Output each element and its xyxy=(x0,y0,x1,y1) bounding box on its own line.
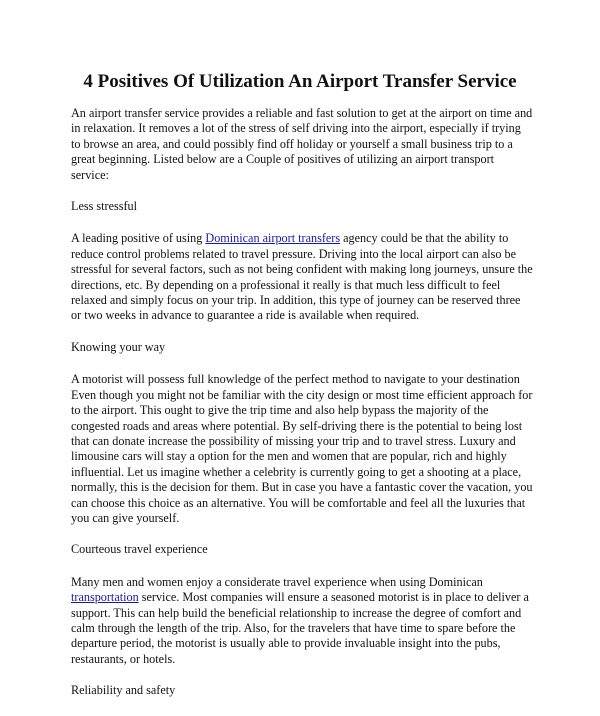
page-title: 4 Positives Of Utilization An Airport Transfer Service xyxy=(83,71,517,92)
section-heading-knowing-your-way: Knowing your way xyxy=(71,339,166,354)
section-paragraph-knowing-your-way: A motorist will possess full knowledge of the perfect method to navigate to your destination Even though you might not be familiar with the city design or most time efficient approach for to the airport. This ought to give the trip time and also help bypass the majority of the congested roads and areas where potential. By self-driving there is the potential to being lost that can donate increase the possibility of missing your trip and to travel stress. Luxury and limousine cars will stay a option for the men and women that are popular, rich and highly influential. Let us imagine whether a celebrity is currently going to get a shooting at a place, normally, this is the decision for them. But in case you have a fantastic cover the vacation, you can choose this choice as an alternative. You will be comfortable and feel all the luxuries that you can give yourself. xyxy=(71,372,533,525)
section-paragraph-courteous-travel xyxy=(71,575,533,667)
paragraph-text: agency could be that the ability to reduce control problems related to travel pressure. Driving into the local airport can also be stressful for several factors, such as not being confident with making long journeys, unsure the directions, etc. By depending on a professional it really is that much less difficult to feel relaxed and simply focus on your trip. In addition, this type of journey can be reserved three or two weeks in advance to guarantee a ride is available when required. xyxy=(71,231,533,323)
section-paragraph-less-stressful xyxy=(71,231,533,323)
document-body xyxy=(71,106,533,716)
section-heading-less-stressful: Less stressful xyxy=(71,199,138,214)
dominican-airport-transfers-link[interactable]: Dominican airport transfers xyxy=(205,231,341,246)
section-heading-courteous-travel: Courteous travel experience xyxy=(71,542,208,557)
section-heading-reliability-safety: Reliability and safety xyxy=(71,683,176,698)
paragraph-text: Many men and women enjoy a considerate travel experience when using Dominican xyxy=(71,574,483,589)
paragraph-text: service. Most companies will ensure a seasoned motorist is in place to deliver a support. This can help build the beneficial relationship to increase the degree of comfort and calm through the length of the trip. Also, for the travelers that have time to spare before the departure period, the motorist is usually able to provide invaluable insight into the pubs, restaurants, or hotels. xyxy=(71,590,529,666)
transportation-link[interactable]: transportation xyxy=(71,590,139,605)
intro-paragraph: An airport transfer service provides a reliable and fast solution to get at the airport on time and in relaxation. It removes a lot of the stress of self driving into the airport, especially if trying to browse an area, and could possibly find off holiday or yourself a small business trip to a great beginning. Listed below are a Couple of positives of utilizing an airport transport service: xyxy=(71,106,533,182)
paragraph-text: A leading positive of using xyxy=(71,231,206,246)
